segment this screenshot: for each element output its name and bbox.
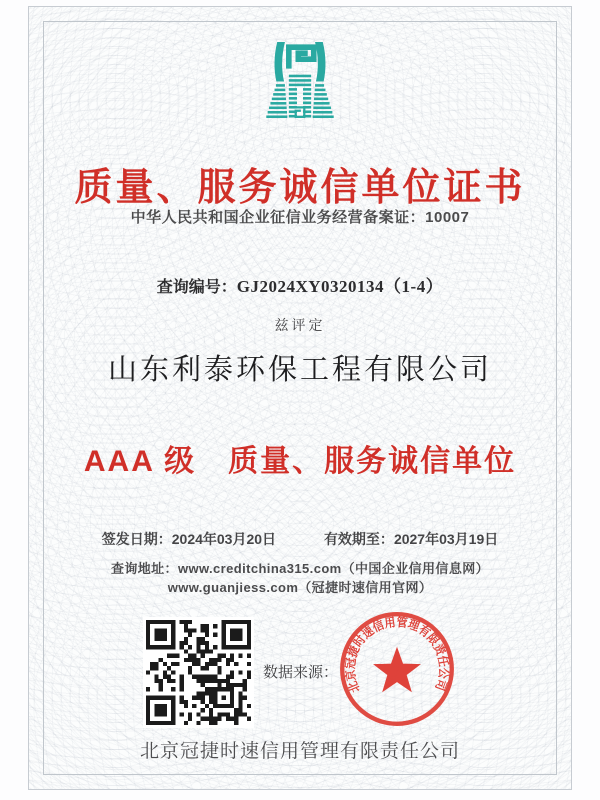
issue-date <box>102 531 276 547</box>
query-address-url2: www.guanjiess.com（冠捷时速信用官网） <box>167 580 433 595</box>
query-address-line2 <box>0 577 600 596</box>
certificate-title: 质量、服务诚信单位证书 <box>74 167 526 209</box>
valid-until <box>324 531 498 547</box>
seal-text: 北京冠捷时速信用管理有限责任公司 <box>342 614 451 695</box>
record-number-subtitle: 中华人民共和国企业征信业务经营备案证：10007 <box>130 209 470 226</box>
issue-date-label: 签发日期： <box>101 531 172 547</box>
issuer-name: 北京冠捷时速信用管理有限责任公司 <box>139 741 460 762</box>
valid-until-value: 2027年03月19日 <box>393 531 499 547</box>
dates-line <box>0 529 600 549</box>
brand-logo-icon <box>254 42 346 128</box>
query-number-value: GJ2024XY0320134（1-4） <box>236 277 444 296</box>
rating-title: AAA 级 质量、服务诚信单位 <box>83 445 517 478</box>
company-name: 山东利泰环保工程有限公司 <box>107 354 492 386</box>
company-seal <box>334 606 460 732</box>
query-address-label: 查询地址： <box>110 561 178 576</box>
query-address-line1 <box>0 558 600 577</box>
seal-star-icon <box>373 647 421 693</box>
qr-code <box>143 617 254 728</box>
query-number-label: 查询编号： <box>156 279 237 296</box>
query-address-url1: www.creditchina315.com（中国企业信用信息网） <box>177 561 490 576</box>
valid-until-label: 有效期至： <box>323 531 394 547</box>
data-source-label: 数据来源： <box>263 665 339 681</box>
issue-date-value: 2024年03月20日 <box>171 531 277 547</box>
hereby-text: 兹评定 <box>274 317 326 333</box>
query-number-line <box>0 272 600 297</box>
qr-modules <box>146 620 251 725</box>
